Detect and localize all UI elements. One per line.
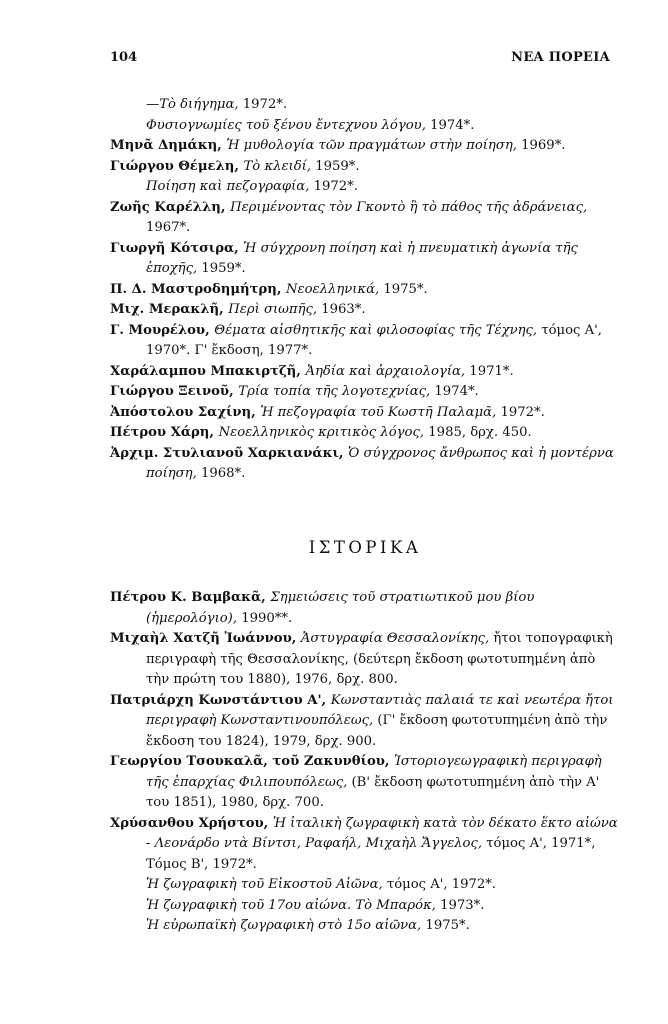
bibliography-entry <box>110 752 620 814</box>
entry-details: 1967*. <box>146 220 191 235</box>
entry-author: Πατριάρχη Κωνστάντιου Α', <box>110 692 331 708</box>
entry-title: Ἡ σύγχρονη ποίηση καὶ ἡ πνευματικὴ ἀγωνία τῆς ἐποχῆς, <box>146 240 578 276</box>
entry-details: 1972*. <box>496 404 545 420</box>
entry-title: Ἡ πεζογραφία τοῦ Κωστῆ Παλαμᾶ, <box>260 404 497 420</box>
entry-title: —Τὸ διήγημα, <box>146 97 239 112</box>
entry-title: Σημειώσεις τοῦ στρατιωτικοῦ μου βίου (ἡμερολόγιο), <box>146 590 535 626</box>
bibliography-entry <box>110 157 620 178</box>
entry-title: Περιμένοντας τὸν Γκοντὸ ἢ τὸ πάθος τῆς ἀδράνειας, <box>230 199 588 215</box>
entry-title: Ἀστυγραφία Θεσσαλονίκης, <box>300 631 490 646</box>
entry-title: Ἡ ἰταλικὴ ζωγραφικὴ κατὰ τὸν δέκατο ἕκτο αἰώνα - Λεονάρδο ντὰ Βίντσι, Ραφαήλ, Μιχαὴλ Ἄγγελος, <box>146 815 618 851</box>
page-header <box>110 50 610 72</box>
entry-details: 1990**. <box>237 610 293 626</box>
entry-author: Χρύσανθου Χρήστου, <box>110 815 273 831</box>
page-number: 104 <box>110 50 138 65</box>
bibliography-entry <box>110 280 620 301</box>
entry-title: Ἀηδία καὶ ἀρχαιολογία, <box>305 363 466 379</box>
entry-author: Π. Δ. Μαστροδημήτρη, <box>110 281 286 297</box>
bibliography-entry <box>110 95 620 116</box>
entry-details: 1959*. <box>311 158 360 174</box>
entry-title: Ὁ σύγχρονος ἄνθρωπος καὶ ἡ μοντέρνα ποίηση, <box>146 445 614 481</box>
entry-author: Γ. Μουρέλου, <box>110 322 215 338</box>
entry-title: Ἱστοριογεωγραφικὴ περιγραφὴ τῆς ἐπαρχίας Φιλιπουπόλεως, <box>146 754 602 790</box>
bibliography-entry <box>110 423 620 444</box>
entry-list-top <box>110 95 620 485</box>
entry-author: Πέτρου Κ. Βαμβακᾶ, <box>110 590 271 605</box>
bibliography-entry <box>110 444 620 485</box>
entry-details: τόμος Α', 1971*, Τόμος Β', 1972*. <box>146 836 596 872</box>
entry-title: Νεοελληνικά, <box>286 281 380 297</box>
bibliography-entry <box>110 896 620 917</box>
entry-details: 1974*. <box>425 117 475 133</box>
entry-details: τόμος Α', 1970*. Γ' ἔκδοση, 1977*. <box>146 322 602 358</box>
bibliography-entry <box>110 239 620 280</box>
entry-details: 1971*. <box>465 363 514 379</box>
entry-title: Τρία τοπία τῆς λογοτεχνίας, <box>238 384 431 399</box>
entry-details: 1963*. <box>317 302 366 317</box>
bibliography-entry <box>110 629 620 691</box>
entry-author: Πέτρου Χάρη, <box>110 425 219 440</box>
entry-author: Γιώργου Ξεινοῦ, <box>110 384 239 399</box>
entry-title: Φυσιογνωμίες τοῦ ξένου ἔντεχνου λόγου, <box>146 117 426 133</box>
bibliography-entry <box>110 177 620 198</box>
entry-title: Ἡ μυθολογία τῶν πραγμάτων στὴν ποίηση, <box>226 138 517 153</box>
bibliography-entry <box>110 814 620 876</box>
entry-details: 1975*. <box>421 918 470 933</box>
entry-details: 1959*. <box>197 261 246 276</box>
bibliography-entry <box>110 300 620 321</box>
entry-details: 1968*. <box>196 466 246 481</box>
entry-details: 1973*. <box>435 897 485 913</box>
entry-author: Ἀπόστολου Σαχίνη, <box>110 404 261 420</box>
entry-title: Κωνσταντιὰς παλαιά τε καὶ νεωτέρα ἤτοι περιγραφὴ Κωνσταντινουπόλεως, <box>146 692 614 728</box>
entry-title: Τὸ κλειδί, <box>243 158 311 174</box>
entry-title: Ἡ εὐρωπαϊκὴ ζωγραφικὴ στὸ 15ο αἰῶνα, <box>146 918 422 933</box>
entry-details: 1972*. <box>309 179 358 194</box>
entry-author: Ζωῆς Καρέλλη, <box>110 199 231 215</box>
entry-author: Γιωργῆ Κότσιρα, <box>110 240 244 256</box>
entry-title: Περὶ σιωπῆς, <box>228 302 318 317</box>
bibliography-entry <box>110 588 620 629</box>
bibliography-entry <box>110 198 620 239</box>
bibliography-entry <box>110 362 620 383</box>
entry-details: 1974*. <box>430 384 479 399</box>
bibliography-entry <box>110 691 620 753</box>
entry-details: ἤτοι τοπογραφικὴ περιγραφὴ τῆς Θεσσαλονίκης, (δεύτερη ἔκδοση φωτοτυπημένη ἀπὸ τὴν πρώτη του 1880), 1976, δρχ. 800. <box>146 631 613 687</box>
entry-details: τόμος Α', 1972*. <box>382 877 497 892</box>
bibliography-entry <box>110 382 620 403</box>
entry-title: Νεοελληνικὸς κριτικὸς λόγος, <box>218 425 425 440</box>
entry-title: Ἡ ζωγραφικὴ τοῦ Εἰκοστοῦ Αἰῶνα, <box>146 877 383 892</box>
bibliography-entry <box>110 116 620 137</box>
bibliography-entry <box>110 136 620 157</box>
bibliography-entry <box>110 403 620 424</box>
entry-details: 1985, δρχ. 450. <box>424 425 532 440</box>
bibliography-entry <box>110 321 620 362</box>
entry-author: Χαράλαμπου Μπακιρτζῆ, <box>110 363 306 379</box>
entry-author: Μηνᾶ Δημάκη, <box>110 138 227 153</box>
entry-list-bottom <box>110 588 620 937</box>
section-title: ΙΣΤΟΡΙΚΑ <box>308 537 422 557</box>
entry-details: 1969*. <box>516 138 566 153</box>
entry-title: Ἡ ζωγραφικὴ τοῦ 17ου αἰώνα. Τὸ Μπαρόκ, <box>146 897 436 913</box>
entry-author: Μιχαὴλ Χατζῆ Ἰωάννου, <box>110 631 301 646</box>
entry-author: Γεωργίου Τσουκαλᾶ, τοῦ Ζακυνθίου, <box>110 754 395 769</box>
running-title: ΝΕΑ ΠΟΡΕΙΑ <box>511 50 610 65</box>
bibliography-entry <box>110 875 620 896</box>
entry-details: (Β' ἔκδοση φωτοτυπημένη ἀπὸ τὴν Α' του 1851), 1980, δρχ. 700. <box>146 774 600 810</box>
entry-details: (Γ' ἔκδοση φωτοτυπημένη ἀπὸ τὴν ἔκδοση του 1824), 1979, δρχ. 900. <box>146 713 608 749</box>
bibliography-entry <box>110 916 620 937</box>
entry-author: Ἀρχιμ. Στυλιανοῦ Χαρκιανάκι, <box>110 445 349 461</box>
entry-title: Ποίηση καὶ πεζογραφία, <box>146 179 310 194</box>
bibliography-content <box>110 95 620 937</box>
entry-title: Θέματα αἰσθητικῆς καὶ φιλοσοφίας τῆς Τέχνης, <box>214 322 538 338</box>
entry-details: 1972*. <box>238 97 288 112</box>
entry-author: Γιώργου Θέμελη, <box>110 158 244 174</box>
entry-details: 1975*. <box>379 281 428 297</box>
entry-author: Μιχ. Μερακλῆ, <box>110 302 229 317</box>
